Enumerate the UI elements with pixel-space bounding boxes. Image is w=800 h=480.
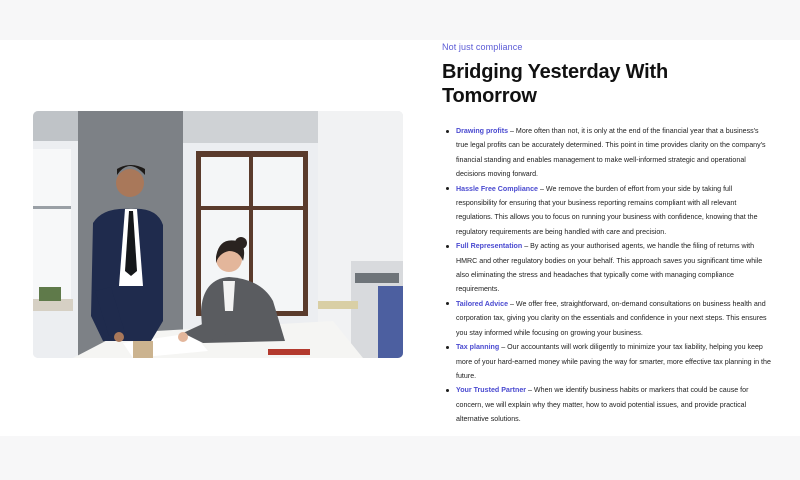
section-title	[442, 60, 772, 108]
list-item-text: – We offer free, straightforward, on-demand consultations on business health and corporation tax, giving you clarity on the essentials and confidence in your next steps. This ensures you stay informed while focusing on growing your business.	[456, 299, 767, 337]
list-item-text: – We remove the burden of effort from your side by taking full responsibility for ensuring that your business reporting remains compliant with all relevant regulations. This allows you to focus on running your business with confidence, knowing that the regulatory requirements are being handled with care and precision.	[456, 184, 758, 236]
list-item-title: Hassle Free Compliance	[456, 184, 539, 193]
top-band	[0, 0, 800, 40]
list-item-text: – More often than not, it is only at the end of the financial year that a business's true legal profits can be accurately determined. This point in time provides clarity on the company's financial standing and enables management to make well-informed strategic and operational decisions moving forward.	[456, 127, 766, 179]
list-item-hassle-free-compliance	[442, 182, 772, 240]
section-eyebrow: Not just compliance	[442, 42, 523, 52]
bottom-band	[0, 436, 800, 480]
list-item-title: Your Trusted Partner	[456, 386, 527, 395]
list-item-tailored-advice	[442, 297, 772, 340]
section-title-line-2: Tomorrow	[442, 85, 537, 107]
list-item-text: – Our accountants will work diligently to minimize your tax liability, helping you keep more of your hard-earned money while paving the way for smarter, more effective tax planning in the future.	[456, 343, 771, 380]
list-item-title: Tax planning	[456, 343, 500, 352]
list-item-drawing-profits	[442, 124, 772, 182]
list-item-full-representation	[442, 239, 772, 297]
content-column	[442, 42, 772, 427]
list-item-title: Tailored Advice	[456, 299, 509, 308]
list-item-title: Drawing profits	[456, 127, 509, 135]
list-item-tax-planning	[442, 340, 772, 383]
section-title-line-1: Bridging Yesterday With	[442, 61, 669, 83]
list-item-text: – When we identify business habits or markers that could be cause for concern, we will explain why they matter, how to avoid potential issues, and provide practical alternative solutions.	[456, 386, 749, 424]
list-item-title: Full Representation	[456, 242, 523, 251]
office-photo-illustration	[33, 111, 403, 358]
list-item-trusted-partner	[442, 383, 772, 426]
list-item-text: – By acting as your authorised agents, we handle the filing of returns with HMRC and other regulatory bodies on your behalf. This approach saves you significant time while also eliminating the stress and headaches that typically come with managing compliance requirements.	[456, 242, 763, 294]
office-photo	[33, 111, 403, 358]
benefits-list	[442, 124, 772, 427]
